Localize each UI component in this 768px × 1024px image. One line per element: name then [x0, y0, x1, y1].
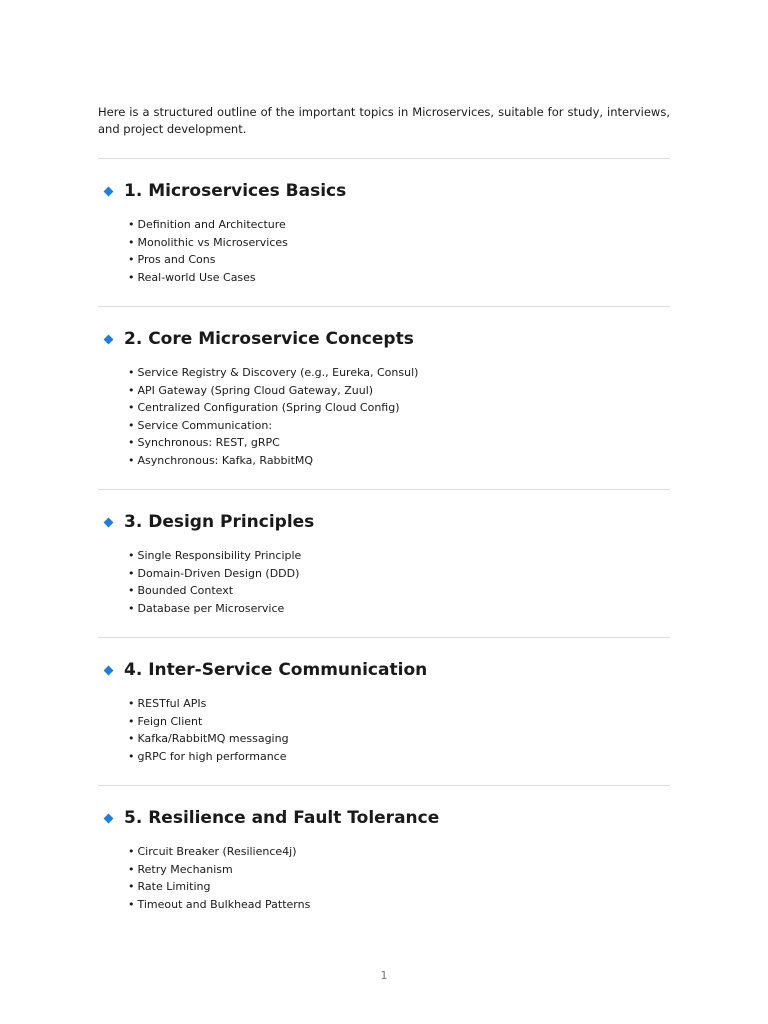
bullet-icon: •: [128, 601, 135, 615]
section-title: 1. Microservices Basics: [124, 181, 347, 201]
list-item-text: Real-world Use Cases: [137, 270, 256, 284]
list-item: [128, 582, 670, 600]
list-item-text: Service Registry & Discovery (e.g., Eureka, Consul): [137, 366, 419, 379]
list-item: [128, 861, 670, 879]
list-item-text: Asynchronous: Kafka, RabbitMQ: [137, 453, 314, 467]
list-item: [128, 748, 670, 766]
outline-section: [98, 307, 670, 489]
list-item-text: Single Responsibility Principle: [137, 549, 302, 562]
section-item-list: [128, 547, 670, 617]
list-item: [128, 547, 670, 565]
bullet-icon: •: [128, 383, 135, 397]
section-title: 4. Inter-Service Communication: [124, 660, 428, 680]
bullet-icon: •: [128, 418, 135, 432]
list-item-text: Synchronous: REST, gRPC: [137, 436, 280, 449]
bullet-icon: •: [128, 697, 135, 710]
section-item-list: [128, 364, 670, 469]
bullet-icon: •: [128, 453, 135, 467]
bullet-icon: •: [128, 880, 135, 893]
section-title: 2. Core Microservice Concepts: [124, 329, 414, 349]
list-item: [128, 251, 670, 269]
list-item-text: Rate Limiting: [137, 880, 211, 893]
list-item: [128, 434, 670, 452]
list-item: [128, 878, 670, 896]
bullet-icon: •: [128, 749, 135, 763]
list-item: [128, 565, 670, 583]
bullet-icon: •: [128, 235, 135, 249]
list-item-text: RESTful APIs: [137, 697, 207, 710]
list-item: [128, 600, 670, 618]
bullet-icon: •: [128, 845, 135, 858]
bullet-icon: •: [128, 566, 135, 580]
blue-diamond-icon: [104, 665, 114, 675]
list-item-text: Retry Mechanism: [137, 862, 233, 876]
page-number: 1: [380, 969, 388, 982]
list-item: [128, 843, 670, 861]
list-item-text: Feign Client: [137, 714, 203, 728]
bullet-icon: •: [128, 401, 135, 414]
section-heading: [103, 328, 670, 350]
list-item-text: Definition and Architecture: [137, 218, 286, 231]
section-heading: [103, 659, 670, 681]
list-item: [128, 730, 670, 748]
list-item: [128, 269, 670, 287]
outline-section: [98, 490, 670, 637]
bullet-icon: •: [128, 270, 135, 284]
blue-diamond-icon: [104, 517, 114, 527]
bullet-icon: •: [128, 862, 135, 876]
list-item: [128, 399, 670, 417]
section-item-list: [128, 695, 670, 765]
intro-paragraph: Here is a structured outline of the important topics in Microservices, suitable for study, interviews, and project development.: [98, 105, 670, 136]
bullet-icon: •: [128, 732, 135, 745]
bullet-icon: •: [128, 897, 135, 911]
bullet-icon: •: [128, 218, 135, 231]
section-title: 3. Design Principles: [124, 512, 315, 532]
list-item-text: Timeout and Bulkhead Patterns: [137, 897, 311, 911]
outline-section: [98, 786, 670, 933]
outline-section: [98, 159, 670, 306]
list-item: [128, 382, 670, 400]
bullet-icon: •: [128, 714, 135, 728]
list-item-text: gRPC for high performance: [137, 749, 287, 763]
document-page: [98, 104, 670, 933]
section-title: 5. Resilience and Fault Tolerance: [124, 808, 440, 828]
section-heading: [103, 180, 670, 202]
list-item-text: Circuit Breaker (Resilience4j): [137, 845, 297, 858]
bullet-icon: •: [128, 366, 135, 379]
outline-section: [98, 638, 670, 785]
bullet-icon: •: [128, 436, 135, 449]
list-item: [128, 234, 670, 252]
list-item: [128, 896, 670, 914]
list-item: [128, 364, 670, 382]
bullet-icon: •: [128, 584, 135, 597]
section-item-list: [128, 843, 670, 913]
list-item: [128, 713, 670, 731]
list-item: [128, 417, 670, 435]
list-item: [128, 452, 670, 470]
blue-diamond-icon: [104, 334, 114, 344]
section-heading: [103, 807, 670, 829]
list-item-text: API Gateway (Spring Cloud Gateway, Zuul): [137, 383, 374, 397]
blue-diamond-icon: [104, 813, 114, 823]
list-item-text: Domain-Driven Design (DDD): [137, 566, 300, 580]
list-item-text: Centralized Configuration (Spring Cloud Config): [137, 401, 400, 414]
section-item-list: [128, 216, 670, 286]
list-item-text: Pros and Cons: [137, 253, 216, 266]
list-item-text: Bounded Context: [137, 584, 234, 597]
list-item-text: Database per Microservice: [137, 601, 285, 615]
bullet-icon: •: [128, 253, 135, 266]
list-item-text: Kafka/RabbitMQ messaging: [137, 732, 289, 745]
list-item-text: Monolithic vs Microservices: [137, 235, 288, 249]
blue-diamond-icon: [104, 186, 114, 196]
list-item: [128, 216, 670, 234]
section-heading: [103, 511, 670, 533]
outline-sections: [98, 159, 670, 933]
list-item-text: Service Communication:: [137, 418, 273, 432]
bullet-icon: •: [128, 549, 135, 562]
list-item: [128, 695, 670, 713]
